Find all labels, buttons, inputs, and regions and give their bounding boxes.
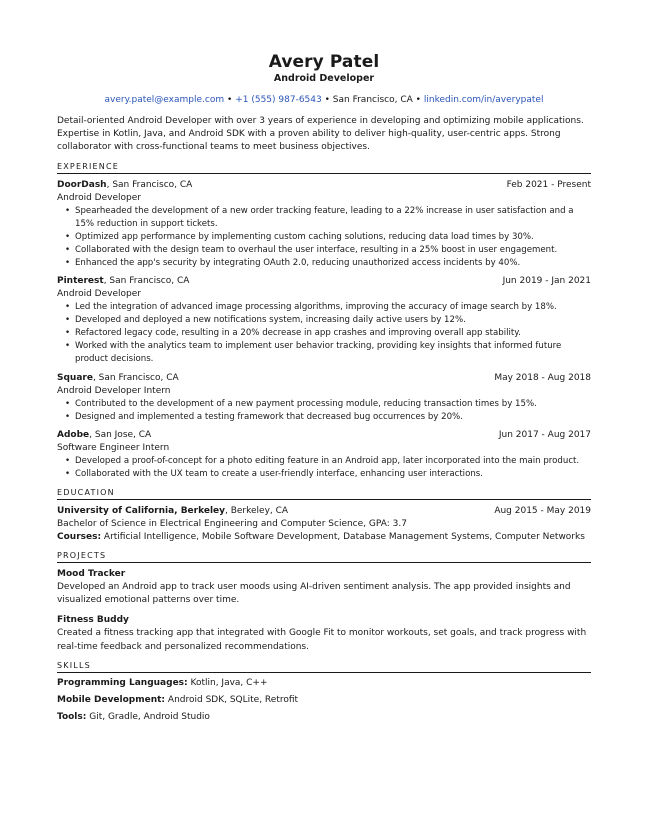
bullet-item: • Developed a proof-of-concept for a photo editing feature in an Android app, later incorporated into the main product.: [75, 455, 591, 468]
skill-line: [57, 694, 591, 707]
bullet-list: [57, 455, 591, 481]
project-name: Fitness Buddy: [57, 615, 129, 626]
project-description: Developed an Android app to track user moods using AI-driven sentiment analysis. The app provided insights and visualized emotional patterns over time.: [57, 581, 571, 606]
project-entry: [57, 614, 591, 653]
company-location: , San Francisco, CA: [103, 276, 190, 287]
education-entry: [57, 505, 591, 544]
company-name: Adobe: [57, 429, 90, 440]
skill-line: [57, 677, 591, 690]
bullet-list: [57, 301, 591, 366]
job-title: Android Developer: [57, 192, 141, 203]
contact-line: [57, 94, 591, 106]
entry-header: [57, 275, 591, 288]
skill-line: [57, 711, 591, 724]
courses-list: Artificial Intelligence, Mobile Software Development, Database Management Systems, Computer Networks: [101, 531, 585, 542]
entry-dates: Jun 2017 - Aug 2017: [498, 429, 591, 440]
bullet-item: • Refactored legacy code, resulting in a 20% decrease in app crashes and improving overall app stability.: [75, 327, 591, 340]
job-title: Android Developer Intern: [57, 385, 171, 396]
entry-header: [57, 179, 591, 192]
company-name: Pinterest: [57, 276, 104, 287]
courses-label: Courses:: [57, 531, 102, 542]
job-title: Software Engineer Intern: [57, 442, 170, 453]
candidate-name: Avery Patel: [268, 52, 380, 72]
email-link[interactable]: avery.patel@example.com: [104, 95, 225, 105]
courses-line: [57, 531, 591, 544]
bullet-item: • Collaborated with the UX team to create a user-friendly interface, enhancing user interactions.: [75, 468, 591, 481]
section-title-skills: SKILLS: [57, 661, 591, 673]
bullet-item: • Worked with the analytics team to implement user behavior tracking, providing key insights that informed future product decisions.: [75, 340, 591, 366]
entry-dates: Feb 2021 - Present: [506, 179, 591, 190]
entry-header: [57, 429, 591, 442]
entry-dates: Jun 2019 - Jan 2021: [502, 276, 591, 287]
contact-separator: •: [415, 95, 421, 105]
location-text: San Francisco, CA: [332, 95, 413, 105]
bullet-item: • Enhanced the app's security by integrating OAuth 2.0, reducing unauthorized access incidents by 40%.: [75, 257, 591, 270]
bullet-list: [57, 205, 591, 270]
linkedin-link[interactable]: linkedin.com/in/averypatel: [423, 95, 544, 105]
phone-link[interactable]: +1 (555) 987-6543: [235, 95, 322, 105]
company-location: , San Francisco, CA: [92, 372, 179, 383]
bullet-item: • Developed and deployed a new notifications system, increasing daily active users by 12%.: [75, 314, 591, 327]
school-location: , Berkeley, CA: [225, 505, 289, 516]
entry-dates: May 2018 - Aug 2018: [494, 372, 591, 383]
entry-header: [57, 505, 591, 518]
project-name: Mood Tracker: [57, 568, 126, 579]
skill-label: Mobile Development:: [57, 694, 166, 705]
bullet-item: • Designed and implemented a testing framework that decreased bug occurrences by 20%.: [75, 411, 591, 424]
entry-header: [57, 372, 591, 385]
contact-separator: •: [324, 95, 330, 105]
experience-entry: [57, 179, 591, 270]
experience-entry: [57, 275, 591, 366]
skill-label: Programming Languages:: [57, 677, 188, 688]
company-location: , San Jose, CA: [89, 429, 152, 440]
summary-paragraph: Detail-oriented Android Developer with over 3 years of experience in developing and optimizing mobile applications. Expertise in Kotlin, Java, and Android SDK with a proven ability to deliver high-quality, user-centric apps. Strong collaborator with cross-functional teams to meet business objectives.: [57, 116, 584, 153]
school-name: University of California, Berkeley: [57, 505, 225, 516]
project-description: Created a fitness tracking app that integrated with Google Fit to monitor workouts, set goals, and track progress with real-time feedback and personalized recommendations.: [57, 628, 587, 652]
skill-value: Android SDK, SQLite, Retrofit: [165, 694, 299, 705]
candidate-role: Android Developer: [273, 73, 375, 84]
bullet-list: [57, 398, 591, 424]
experience-entry: [57, 372, 591, 424]
bullet-item: • Contributed to the development of a new payment processing module, reducing transaction times by 15%.: [75, 398, 591, 411]
skill-label: Tools:: [57, 711, 87, 722]
entry-dates: Aug 2015 - May 2019: [494, 505, 591, 516]
skill-value: Kotlin, Java, C++: [187, 677, 268, 688]
job-title: Android Developer: [57, 289, 141, 300]
company-location: , San Francisco, CA: [106, 179, 193, 190]
section-title-education: EDUCATION: [57, 488, 591, 500]
section-title-projects: PROJECTS: [57, 551, 591, 563]
company-name: DoorDash: [57, 179, 107, 190]
degree-text: Bachelor of Science in Electrical Engineering and Computer Science, GPA: 3.7: [57, 518, 407, 529]
company-name: Square: [57, 372, 93, 383]
contact-separator: •: [227, 95, 233, 105]
bullet-item: • Spearheaded the development of a new order tracking feature, leading to a 22% increase in user satisfaction and a 15% reduction in support tickets.: [75, 205, 591, 231]
experience-entry: [57, 429, 591, 481]
bullet-item: • Led the integration of advanced image processing algorithms, improving the accuracy of image search by 18%.: [75, 301, 591, 314]
bullet-item: • Optimized app performance by implementing custom caching solutions, reducing data load times by 30%.: [75, 231, 591, 244]
project-entry: [57, 568, 591, 607]
skill-value: Git, Gradle, Android Studio: [86, 711, 210, 722]
section-title-experience: EXPERIENCE: [57, 162, 591, 174]
bullet-item: • Collaborated with the design team to overhaul the user interface, resulting in a 25% boost in user engagement.: [75, 244, 591, 257]
